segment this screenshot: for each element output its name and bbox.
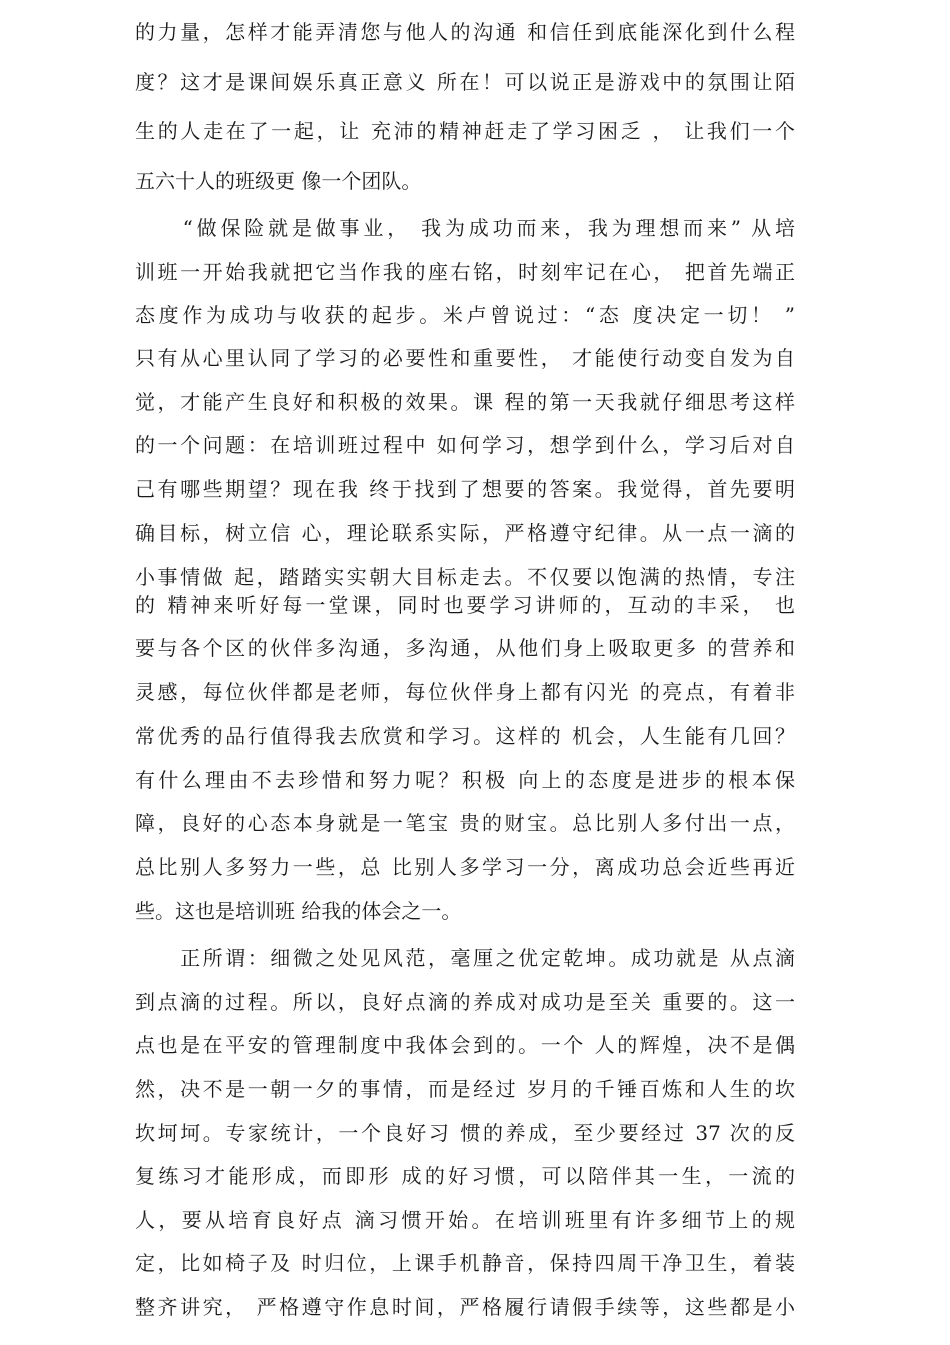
text-line: 有什么理由不去珍惜和努力呢？积极 向上的态度是进步的根本保 <box>135 768 795 792</box>
text-line: 到点滴的过程。所以，良好点滴的养成对成功是至关 重要的。这一 <box>135 990 795 1014</box>
text-line: 些。这也是培训班 给我的体会之一。 <box>135 899 462 923</box>
text-line: 整齐讲究， 严格遵守作息时间，严格履行请假手续等，这些都是小 <box>135 1295 795 1319</box>
text-line: 只有从心里认同了学习的必要性和重要性， 才能使行动变自发为自 <box>135 346 795 370</box>
text-line: 然，决不是一朝一夕的事情，而是经过 岁月的千锤百炼和人生的坎 <box>135 1077 795 1101</box>
text-line: 点也是在平安的管理制度中我体会到的。一个 人的辉煌，决不是偶 <box>135 1033 795 1057</box>
text-line: 灵感，每位伙伴都是老师，每位伙伴身上都有闪光 的亮点，有着非 <box>135 680 795 704</box>
text-line: 态度作为成功与收获的起步。米卢曾说过：“态 度决定一切！ ” <box>135 303 795 327</box>
text-line: 的 精神来听好每一堂课，同时也要学习讲师的，互动的丰采， 也 <box>135 593 795 617</box>
text-line: 复练习才能形成，而即形 成的好习惯，可以陪伴其一生，一流的 <box>135 1164 795 1188</box>
text-line: 障，良好的心态本身就是一笔宝 贵的财宝。总比别人多付出一点， <box>135 811 795 835</box>
text-line: 常优秀的品行值得我去欣赏和学习。这样的 机会，人生能有几回？ <box>135 724 795 748</box>
text-line: 的一个问题：在培训班过程中 如何学习，想学到什么，学习后对自 <box>135 433 795 457</box>
text-line: “做保险就是做事业， 我为成功而来，我为理想而来” 从培 <box>135 216 795 240</box>
text-line: 总比别人多努力一些，总 比别人多学习一分，离成功总会近些再近 <box>135 855 795 879</box>
text-line: 小事情做 起，踏踏实实朝大目标走去。不仅要以饱满的热情，专注 <box>135 565 795 589</box>
text-line: 确目标，树立信 心，理论联系实际，严格遵守纪律。从一点一滴的 <box>135 521 795 545</box>
text-line: 正所谓：细微之处见风范，毫厘之优定乾坤。成功就是 从点滴 <box>135 946 795 970</box>
text-line: 训班一开始我就把它当作我的座右铭，时刻牢记在心， 把首先端正 <box>135 260 795 284</box>
text-line: 坎坷坷。专家统计，一个良好习 惯的养成，至少要经过 37 次的反 <box>135 1121 795 1145</box>
text-line: 要与各个区的伙伴多沟通，多沟通，从他们身上吸取更多 的营养和 <box>135 636 795 660</box>
text-line: 定，比如椅子及 时归位，上课手机静音，保持四周干净卫生，着装 <box>135 1251 795 1275</box>
text-line: 己有哪些期望？现在我 终于找到了想要的答案。我觉得，首先要明 <box>135 477 795 501</box>
text-line: 的力量，怎样才能弄清您与他人的沟通 和信任到底能深化到什么程 <box>135 20 795 44</box>
text-line: 度？这才是课间娱乐真正意义 所在！可以说正是游戏中的氛围让陌 <box>135 70 795 94</box>
text-line: 生的人走在了一起，让 充沛的精神赶走了学习困乏 ， 让我们一个 <box>135 119 795 143</box>
text-line: 五六十人的班级更 像一个团队。 <box>135 169 422 193</box>
text-line: 觉，才能产生良好和积极的效果。课 程的第一天我就仔细思考这样 <box>135 390 795 414</box>
text-line: 人，要从培育良好点 滴习惯开始。在培训班里有许多细节上的规 <box>135 1208 795 1232</box>
